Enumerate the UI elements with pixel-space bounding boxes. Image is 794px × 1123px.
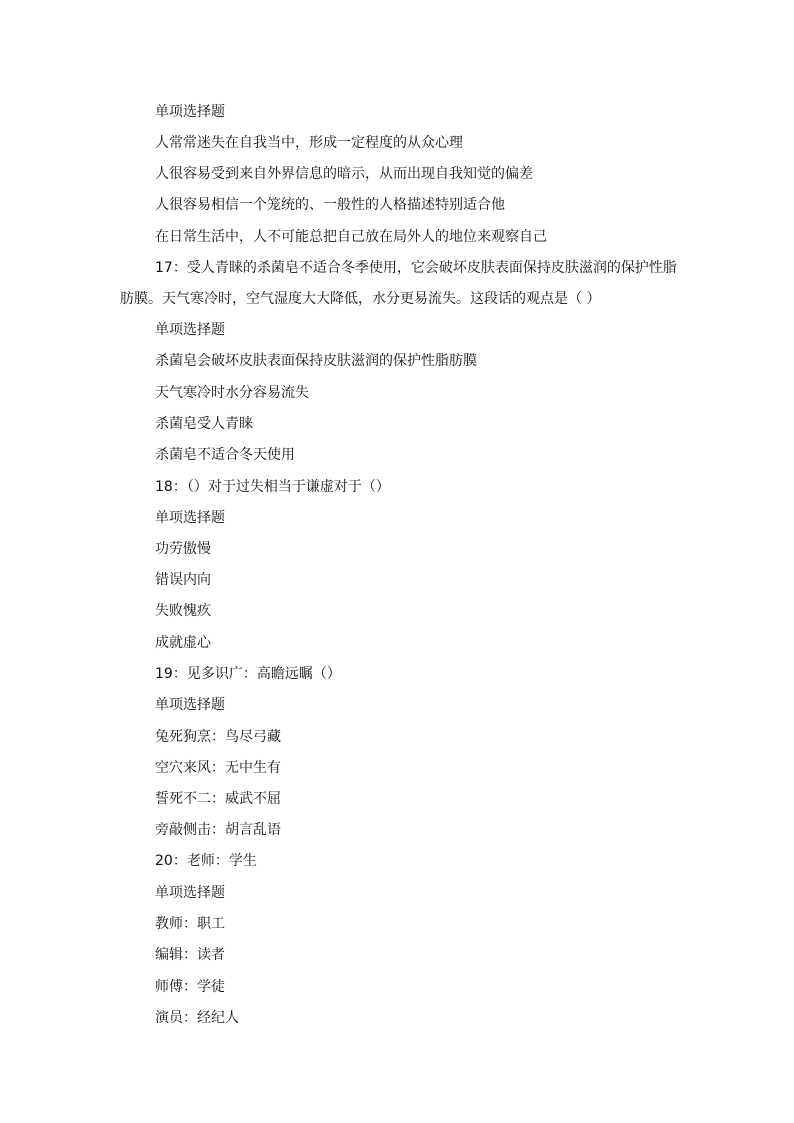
question-type-label: 单项选择题 <box>155 104 225 120</box>
option-text: 失败愧疚 <box>155 603 211 619</box>
option-text: 空穴来风：无中生有 <box>155 760 281 776</box>
option-text: 错误内向 <box>155 572 211 588</box>
question-type-label: 单项选择题 <box>155 322 225 338</box>
question-text: 20：老师：学生 <box>155 853 257 869</box>
option-text: 天气寒冷时水分容易流失 <box>155 385 309 401</box>
question-text: 18：（）对于过失相当于谦虚对于（） <box>155 479 390 495</box>
question-type-label: 单项选择题 <box>155 510 225 526</box>
option-text: 旁敲侧击：胡言乱语 <box>155 822 281 838</box>
question-type-label: 单项选择题 <box>155 885 225 901</box>
option-text: 兔死狗烹：鸟尽弓藏 <box>155 729 281 745</box>
option-text: 成就虚心 <box>155 635 211 651</box>
option-text: 人很容易受到来自外界信息的暗示，从而出现自我知觉的偏差 <box>155 166 533 182</box>
option-text: 在日常生活中，人不可能总把自己放在局外人的地位来观察自己 <box>155 229 547 245</box>
option-text: 人常常迷失在自我当中，形成一定程度的从众心理 <box>155 135 463 151</box>
option-text: 功劳傲慢 <box>155 541 211 557</box>
option-text: 杀菌皂受人青睐 <box>155 416 253 432</box>
option-text: 教师：职工 <box>155 916 225 932</box>
option-text: 誓死不二：威武不屈 <box>155 791 281 807</box>
option-text: 杀菌皂会破坏皮肤表面保持皮肤滋润的保护性脂肪膜 <box>155 353 477 369</box>
option-text: 师傅：学徒 <box>155 979 225 995</box>
option-text: 编辑：读者 <box>155 947 225 963</box>
option-text: 人很容易相信一个笼统的、一般性的人格描述特别适合他 <box>155 197 505 213</box>
option-text: 杀菌皂不适合冬天使用 <box>155 447 295 463</box>
option-text: 演员：经纪人 <box>155 1010 239 1026</box>
question-text: 17：受人青睐的杀菌皂不适合冬季使用，它会破坏皮肤表面保持皮肤滋润的保护性脂肪膜。天气寒冷时，空气湿度大大降低，水分更易流失。这段话的观点是（ ） <box>120 260 677 307</box>
question-text: 19：见多识广：高瞻远瞩（） <box>155 666 341 682</box>
question-type-label: 单项选择题 <box>155 697 225 713</box>
